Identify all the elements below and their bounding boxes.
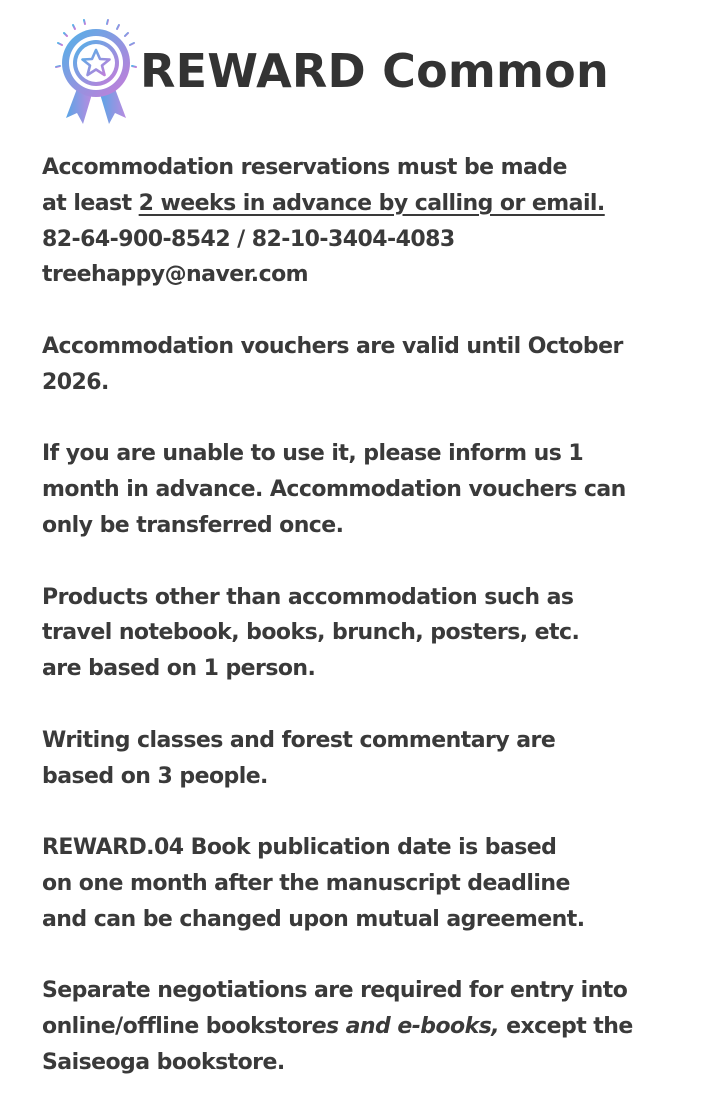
negotiation-ebooks: es and e-books, <box>311 1014 500 1040</box>
products-paragraph <box>42 580 682 687</box>
reservation-paragraph <box>42 150 682 293</box>
transfer-line: month in advance. Accommodation vouchers can <box>42 477 626 503</box>
transfer-paragraph <box>42 436 682 543</box>
products-line: Products other than accommodation such as <box>42 584 574 610</box>
publication-line: REWARD.04 Book publication date is based <box>42 835 557 861</box>
products-line: are based on 1 person. <box>42 656 316 682</box>
negotiation-line: Saiseoga bookstore. <box>42 1049 285 1075</box>
validity-line: 2026. <box>42 369 109 395</box>
negotiation-suffix: except the <box>499 1014 633 1040</box>
transfer-line: only be transferred once. <box>42 512 344 538</box>
reservation-advance-notice: 2 weeks in advance by calling or email. <box>138 190 605 216</box>
terms-content <box>42 150 682 1081</box>
reservation-prefix: at least <box>42 190 139 216</box>
reservation-advance-line <box>42 186 682 222</box>
negotiation-paragraph <box>42 973 682 1080</box>
page-title: REWARD Common <box>140 44 609 98</box>
contact-email: treehappy@naver.com <box>42 262 309 288</box>
classes-line: based on 3 people. <box>42 763 268 789</box>
negotiation-line <box>42 1009 682 1045</box>
validity-paragraph <box>42 329 682 401</box>
negotiation-prefix: online/offline bookstor <box>42 1014 312 1040</box>
page-header <box>46 14 686 129</box>
publication-paragraph <box>42 830 682 937</box>
award-ribbon-star-icon <box>46 14 146 126</box>
validity-line: Accommodation vouchers are valid until October <box>42 333 623 359</box>
reservation-line: Accommodation reservations must be made <box>42 155 567 180</box>
products-line: travel notebook, books, brunch, posters, etc. <box>42 620 580 646</box>
classes-line: Writing classes and forest commentary are <box>42 727 556 753</box>
publication-line: and can be changed upon mutual agreement. <box>42 906 585 932</box>
classes-paragraph <box>42 723 682 795</box>
negotiation-line: Separate negotiations are required for entry into <box>42 978 628 1004</box>
phone-numbers: 82-64-900-8542 / 82-10-3404-4083 <box>42 226 455 252</box>
publication-line: on one month after the manuscript deadline <box>42 870 570 896</box>
transfer-line: If you are unable to use it, please inform us 1 <box>42 441 584 467</box>
